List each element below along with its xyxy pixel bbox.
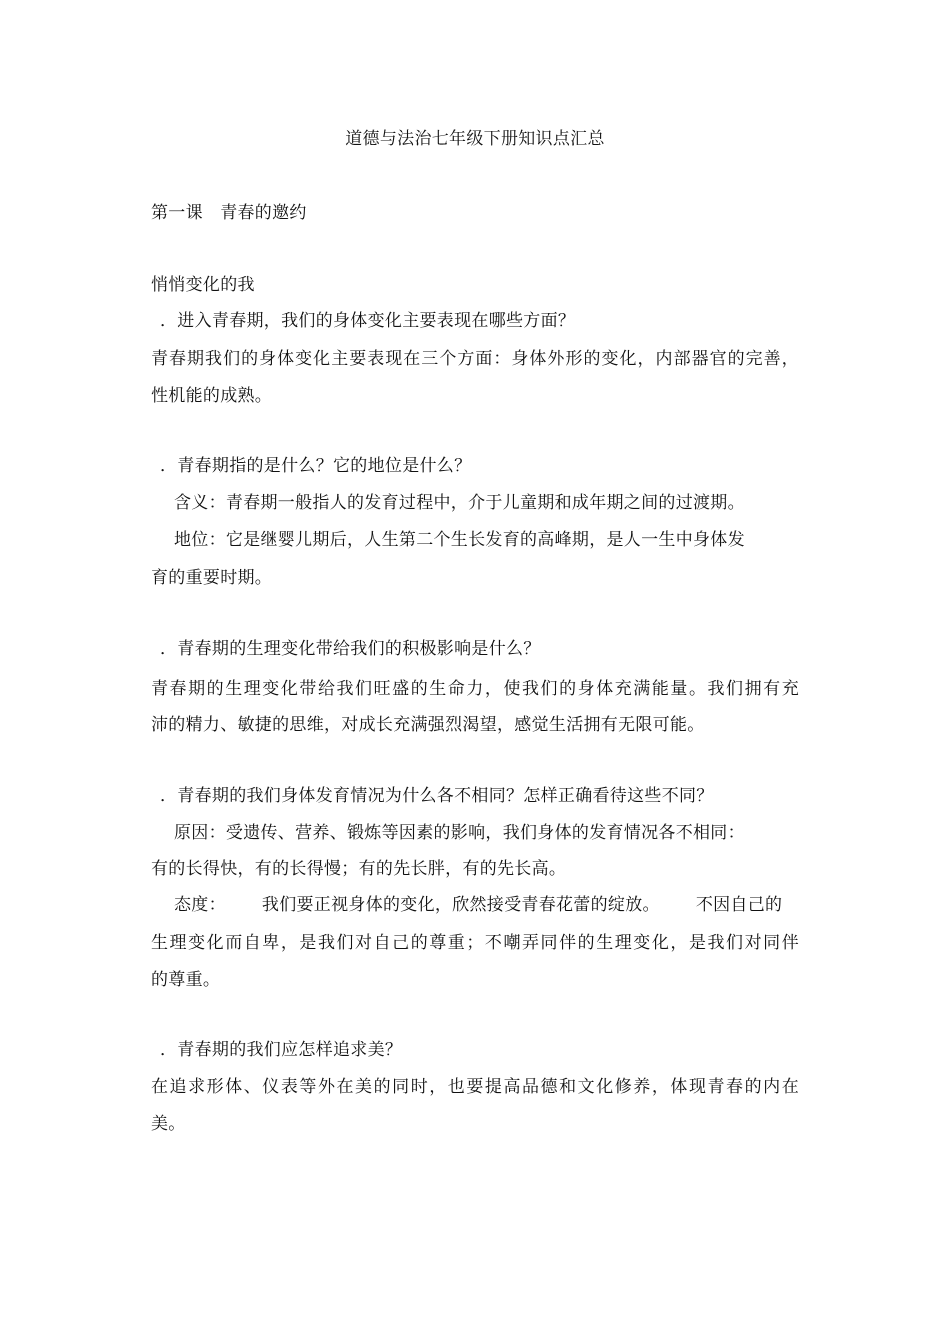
- question-3: ．青春期的生理变化带给我们的积极影响是什么？: [160, 639, 541, 659]
- answer-3-line-1: 青春期的生理变化带给我们旺盛的生命力，使我们的身体充满能量。我们拥有充: [151, 679, 799, 699]
- question-1: ．进入青春期，我们的身体变化主要表现在哪些方面？: [160, 311, 576, 331]
- document-title: 道德与法治七年级下册知识点汇总: [345, 129, 605, 149]
- attitude-part-1: 我们要正视身体的变化，欣然接受青春花蕾的绽放。: [261, 895, 660, 915]
- question-2: ．青春期指的是什么？它的地位是什么？: [160, 456, 472, 476]
- attitude-label: 态度：: [174, 895, 226, 915]
- answer-5-line-1: 在追求形体、仪表等外在美的同时，也要提高品德和文化修养，体现青春的内在: [151, 1077, 799, 1097]
- answer-4-reason-line-1: 原因：受遗传、营养、锻炼等因素的影响，我们身体的发育情况各不相同：: [174, 823, 745, 843]
- answer-2-meaning: 含义：青春期一般指人的发育过程中，介于儿童期和成年期之间的过渡期。: [174, 493, 745, 513]
- question-4: ．青春期的我们身体发育情况为什么各不相同？怎样正确看待这些不同？: [160, 786, 714, 806]
- answer-4-attitude-line-3: 的尊重。: [151, 970, 221, 990]
- answer-1-line-2: 性机能的成熟。: [151, 386, 273, 406]
- answer-4-reason-line-2: 有的长得快，有的长得慢；有的先长胖，有的先长高。: [151, 859, 567, 879]
- answer-3-line-2: 沛的精力、敏捷的思维，对成长充满强烈渴望，感觉生活拥有无限可能。: [151, 715, 705, 735]
- section-heading: 悄悄变化的我: [151, 275, 255, 295]
- attitude-part-2: 不因自己的: [695, 895, 783, 915]
- question-5: ．青春期的我们应怎样追求美？: [160, 1040, 403, 1060]
- answer-2-status-line-2: 育的重要时期。: [151, 568, 273, 588]
- answer-4-attitude-line-2: 生理变化而自卑，是我们对自己的尊重；不嘲弄同伴的生理变化，是我们对同伴: [151, 933, 799, 953]
- answer-2-status-line-1: 地位：它是继婴儿期后，人生第二个生长发育的高峰期，是人一生中身体发: [174, 530, 745, 550]
- answer-1-line-1: 青春期我们的身体变化主要表现在三个方面：身体外形的变化，内部器官的完善，: [151, 349, 799, 369]
- answer-4-attitude-line-1: [174, 894, 782, 916]
- answer-5-line-2: 美。: [151, 1114, 186, 1134]
- lesson-heading: 第一课 青春的邀约: [151, 203, 307, 223]
